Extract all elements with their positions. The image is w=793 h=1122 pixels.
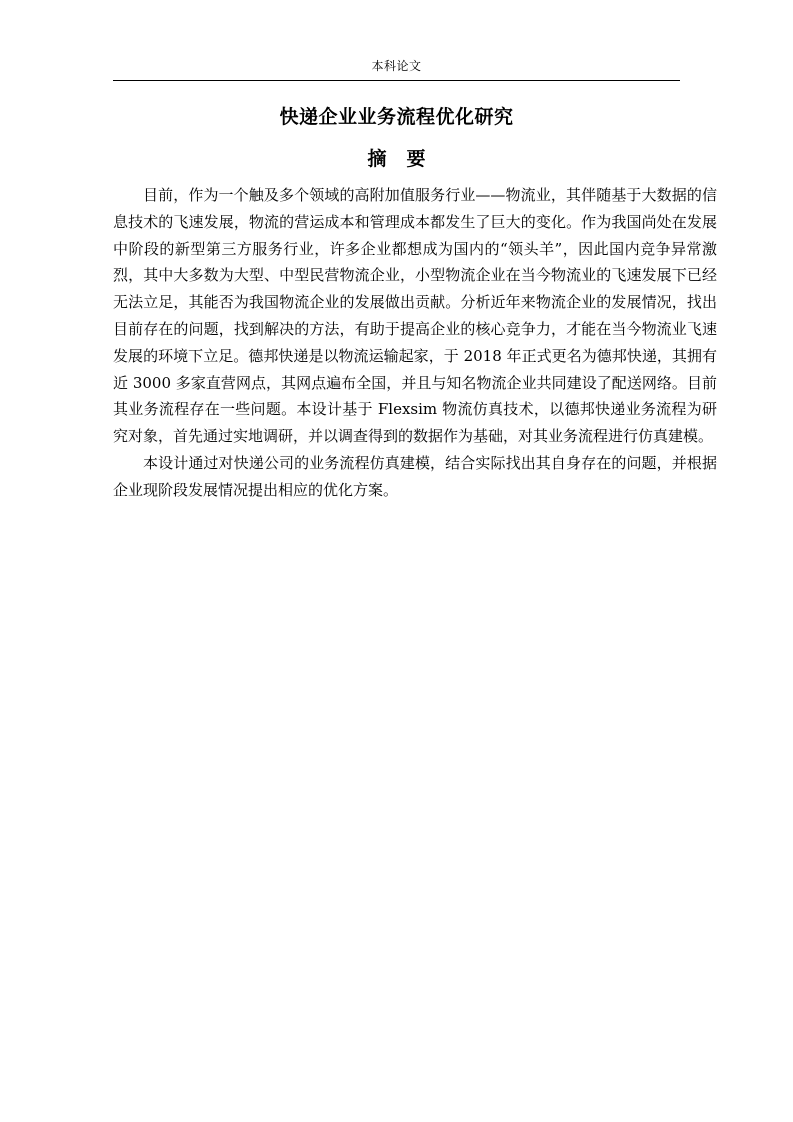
abstract-heading: 摘要 — [367, 148, 446, 170]
running-header: 本科论文 — [371, 59, 422, 73]
abstract-body — [113, 182, 717, 504]
abstract-paragraph: 目前，作为一个触及多个领域的高附加值服务行业——物流业，其伴随基于大数据的信息技术的飞速发展，物流的营运成本和管理成本都发生了巨大的变化。作为我国尚处在发展中阶段的新型第三方服务行业，许多企业都想成为国内的“领头羊”，因此国内竞争异常激烈，其中大多数为大型、中型民营物流企业，小型物流企业在当今物流业的飞速发展下已经无法立足，其能否为我国物流企业的发展做出贡献。分析近年来物流企业的发展情况，找出目前存在的问题，找到解决的方法，有助于提高企业的核心竞争力，才能在当今物流业飞速发展的环境下立足。德邦快递是以物流运输起家，于 2018 年正式更名为德邦快递，其拥有近 3000 多家直营网点，其网点遍布全国，并且与知名物流企业共同建设了配送网络。目前其业务流程存在一些问题。本设计基于 Flexsim 物流仿真技术，以德邦快递业务流程为研究对象，首先通过实地调研，并以调查得到的数据作为基础，对其业务流程进行仿真建模。 — [113, 186, 717, 446]
abstract-paragraph: 本设计通过对快递公司的业务流程仿真建模，结合实际找出其自身存在的问题，并根据企业现阶段发展情况提出相应的优化方案。 — [113, 453, 717, 499]
paper-title: 快递企业业务流程优化研究 — [279, 106, 514, 128]
header-rule — [113, 80, 680, 81]
